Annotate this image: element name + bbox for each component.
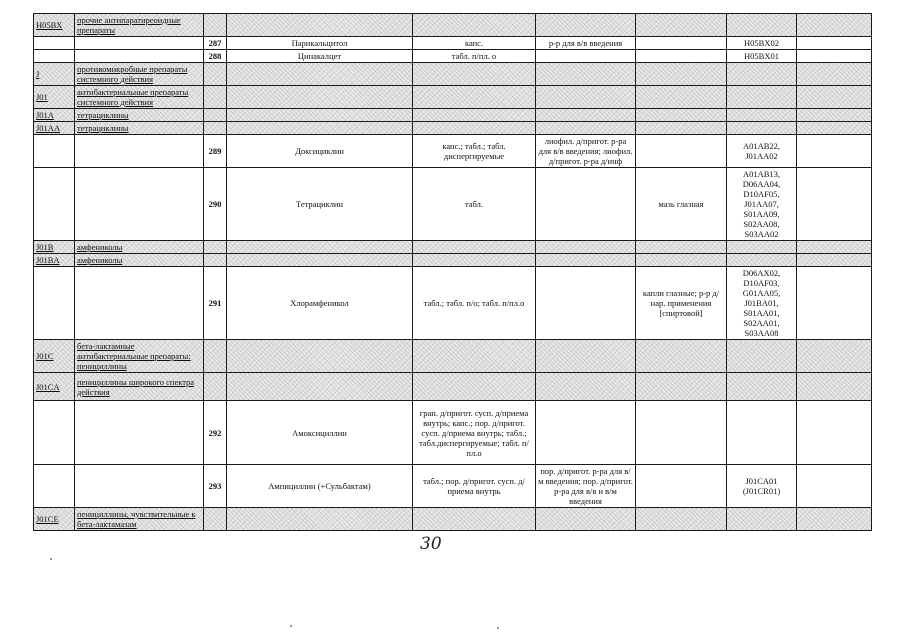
empty-cell — [536, 63, 636, 86]
empty-cell — [797, 168, 872, 241]
row-number: 288 — [204, 50, 227, 63]
dosage-form-injection — [536, 267, 636, 340]
empty-cell — [413, 508, 536, 531]
row-number: 289 — [204, 135, 227, 168]
dosage-form-injection: р-р для в/в введения — [536, 37, 636, 50]
drug-row — [34, 267, 872, 340]
atc-group-name: тетрациклины — [75, 122, 204, 135]
drug-name: Цинакалцет — [227, 50, 413, 63]
atc-codes: A01AB22, J01AA02 — [727, 135, 797, 168]
atc-group-code: J01 — [34, 86, 75, 109]
empty-cell — [204, 14, 227, 37]
empty-cell — [227, 340, 413, 373]
empty-cell — [636, 14, 727, 37]
empty-cell — [413, 14, 536, 37]
dosage-form-oral: капс. — [413, 37, 536, 50]
empty-cell — [204, 122, 227, 135]
scan-speck — [50, 558, 52, 560]
empty-cell — [536, 508, 636, 531]
atc-group-code: H05BX — [34, 14, 75, 37]
empty-cell — [536, 86, 636, 109]
atc-group-name: амфениколы — [75, 254, 204, 267]
atc-codes — [727, 401, 797, 465]
empty-cell — [204, 86, 227, 109]
empty-cell — [75, 168, 204, 241]
drug-row — [34, 37, 872, 50]
empty-cell — [204, 373, 227, 401]
empty-cell — [636, 122, 727, 135]
empty-cell — [797, 135, 872, 168]
atc-codes: H05BX02 — [727, 37, 797, 50]
empty-cell — [797, 14, 872, 37]
atc-group-name: бета-лактамные антибактериальные препараты: пенициллины — [75, 340, 204, 373]
atc-group-code: J01C — [34, 340, 75, 373]
empty-cell — [75, 465, 204, 508]
empty-cell — [727, 86, 797, 109]
empty-cell — [797, 401, 872, 465]
dosage-form-other — [636, 401, 727, 465]
atc-group-code: J01CA — [34, 373, 75, 401]
atc-group-code: J01CE — [34, 508, 75, 531]
empty-cell — [797, 373, 872, 401]
dosage-form-other — [636, 135, 727, 168]
empty-cell — [797, 50, 872, 63]
empty-cell — [536, 373, 636, 401]
empty-cell — [636, 340, 727, 373]
empty-cell — [204, 254, 227, 267]
atc-codes: J01CA01 (J01CR01) — [727, 465, 797, 508]
row-number: 293 — [204, 465, 227, 508]
empty-cell — [636, 254, 727, 267]
empty-cell — [536, 122, 636, 135]
scan-speck — [497, 627, 499, 629]
drug-name: Амоксициллин — [227, 401, 413, 465]
drug-name: Тетрациклин — [227, 168, 413, 241]
empty-cell — [227, 14, 413, 37]
empty-cell — [34, 50, 75, 63]
row-number: 292 — [204, 401, 227, 465]
group-row — [34, 63, 872, 86]
empty-cell — [227, 122, 413, 135]
dosage-form-oral: капс.; табл.; табл. диспергируемые — [413, 135, 536, 168]
empty-cell — [75, 401, 204, 465]
atc-group-name: пенициллины, чувствительные к бета-лактамазам — [75, 508, 204, 531]
atc-codes: H05BX01 — [727, 50, 797, 63]
empty-cell — [636, 109, 727, 122]
empty-cell — [727, 241, 797, 254]
dosage-form-other: капли глазные; р-р д/нар. применения [спиртовой] — [636, 267, 727, 340]
atc-group-code: J — [34, 63, 75, 86]
empty-cell — [727, 373, 797, 401]
drug-name: Хлорамфеникол — [227, 267, 413, 340]
empty-cell — [727, 122, 797, 135]
empty-cell — [227, 63, 413, 86]
atc-group-name: тетрациклины — [75, 109, 204, 122]
empty-cell — [797, 340, 872, 373]
empty-cell — [227, 508, 413, 531]
empty-cell — [727, 63, 797, 86]
empty-cell — [727, 508, 797, 531]
empty-cell — [34, 401, 75, 465]
dosage-form-other — [636, 50, 727, 63]
empty-cell — [204, 508, 227, 531]
empty-cell — [227, 109, 413, 122]
empty-cell — [797, 109, 872, 122]
empty-cell — [413, 63, 536, 86]
drug-row — [34, 135, 872, 168]
empty-cell — [797, 37, 872, 50]
empty-cell — [636, 86, 727, 109]
empty-cell — [34, 135, 75, 168]
group-row — [34, 86, 872, 109]
atc-group-code: J01BA — [34, 254, 75, 267]
empty-cell — [636, 241, 727, 254]
atc-group-name: пенициллины широкого спектра действия — [75, 373, 204, 401]
atc-group-name: антибактериальные препараты системного действия — [75, 86, 204, 109]
scan-speck — [290, 625, 292, 627]
empty-cell — [204, 241, 227, 254]
empty-cell — [34, 37, 75, 50]
row-number: 287 — [204, 37, 227, 50]
empty-cell — [204, 109, 227, 122]
dosage-form-other — [636, 37, 727, 50]
empty-cell — [413, 241, 536, 254]
dosage-form-injection: лиофил. д/пригот. р-ра для в/в введения; лиофил. д/пригот. р-ра д/инф — [536, 135, 636, 168]
empty-cell — [536, 241, 636, 254]
group-row — [34, 14, 872, 37]
empty-cell — [34, 168, 75, 241]
empty-cell — [636, 508, 727, 531]
drug-list-table — [33, 13, 872, 531]
dosage-form-injection: пор. д/пригот. р-ра для в/м введения; пор. д/пригот. р-ра для в/в и в/м введения — [536, 465, 636, 508]
dosage-form-injection — [536, 168, 636, 241]
atc-codes: D06AX02, D10AF03, G01AA05, J01BA01, S01AA01, S02AA01, S03AA08 — [727, 267, 797, 340]
empty-cell — [797, 465, 872, 508]
empty-cell — [536, 109, 636, 122]
empty-cell — [636, 63, 727, 86]
atc-group-code: J01B — [34, 241, 75, 254]
dosage-form-oral: табл.; пор. д/пригот. сусп. д/приема внутрь — [413, 465, 536, 508]
row-number: 290 — [204, 168, 227, 241]
group-row — [34, 254, 872, 267]
empty-cell — [536, 340, 636, 373]
empty-cell — [797, 122, 872, 135]
group-row — [34, 122, 872, 135]
empty-cell — [413, 254, 536, 267]
dosage-form-injection — [536, 401, 636, 465]
empty-cell — [75, 50, 204, 63]
empty-cell — [797, 267, 872, 340]
empty-cell — [727, 340, 797, 373]
drug-row — [34, 50, 872, 63]
group-row — [34, 241, 872, 254]
empty-cell — [797, 508, 872, 531]
empty-cell — [797, 241, 872, 254]
atc-codes: A01AB13, D06AA04, D10AF05, J01AA07, S01AA09, S02AA08, S03AA02 — [727, 168, 797, 241]
page-number: 30 — [420, 534, 442, 554]
empty-cell — [227, 241, 413, 254]
drug-name: Парикальцитол — [227, 37, 413, 50]
drug-name: Доксициклин — [227, 135, 413, 168]
drug-row — [34, 401, 872, 465]
empty-cell — [34, 465, 75, 508]
dosage-form-other: мазь глазная — [636, 168, 727, 241]
group-row — [34, 340, 872, 373]
empty-cell — [75, 267, 204, 340]
group-row — [34, 508, 872, 531]
dosage-form-oral: табл. — [413, 168, 536, 241]
empty-cell — [727, 254, 797, 267]
empty-cell — [204, 340, 227, 373]
dosage-form-oral: гран. д/пригот. сусп. д/приема внутрь; капс.; пор. д/пригот. сусп. д/приема внутрь; табл.; табл.диспергируемые; табл. п/пл.о — [413, 401, 536, 465]
atc-group-name: противомикробные препараты системного действия — [75, 63, 204, 86]
empty-cell — [413, 109, 536, 122]
empty-cell — [536, 254, 636, 267]
atc-group-name: амфениколы — [75, 241, 204, 254]
empty-cell — [227, 86, 413, 109]
empty-cell — [75, 135, 204, 168]
row-number: 291 — [204, 267, 227, 340]
empty-cell — [227, 254, 413, 267]
dosage-form-injection — [536, 50, 636, 63]
dosage-form-other — [636, 465, 727, 508]
empty-cell — [34, 267, 75, 340]
atc-group-name: прочие антипаратиреоидные препараты — [75, 14, 204, 37]
empty-cell — [636, 373, 727, 401]
drug-row — [34, 465, 872, 508]
empty-cell — [413, 86, 536, 109]
group-row — [34, 109, 872, 122]
empty-cell — [727, 109, 797, 122]
drug-name: Ампициллин (+Сульбактам) — [227, 465, 413, 508]
empty-cell — [227, 373, 413, 401]
group-row — [34, 373, 872, 401]
empty-cell — [797, 63, 872, 86]
empty-cell — [413, 122, 536, 135]
empty-cell — [797, 86, 872, 109]
atc-group-code: J01AA — [34, 122, 75, 135]
drug-row — [34, 168, 872, 241]
empty-cell — [797, 254, 872, 267]
empty-cell — [413, 340, 536, 373]
empty-cell — [413, 373, 536, 401]
dosage-form-oral: табл.; табл. п/о; табл. п/пл.о — [413, 267, 536, 340]
dosage-form-oral: табл. п/пл. о — [413, 50, 536, 63]
empty-cell — [727, 14, 797, 37]
empty-cell — [75, 37, 204, 50]
atc-group-code: J01A — [34, 109, 75, 122]
empty-cell — [536, 14, 636, 37]
empty-cell — [204, 63, 227, 86]
